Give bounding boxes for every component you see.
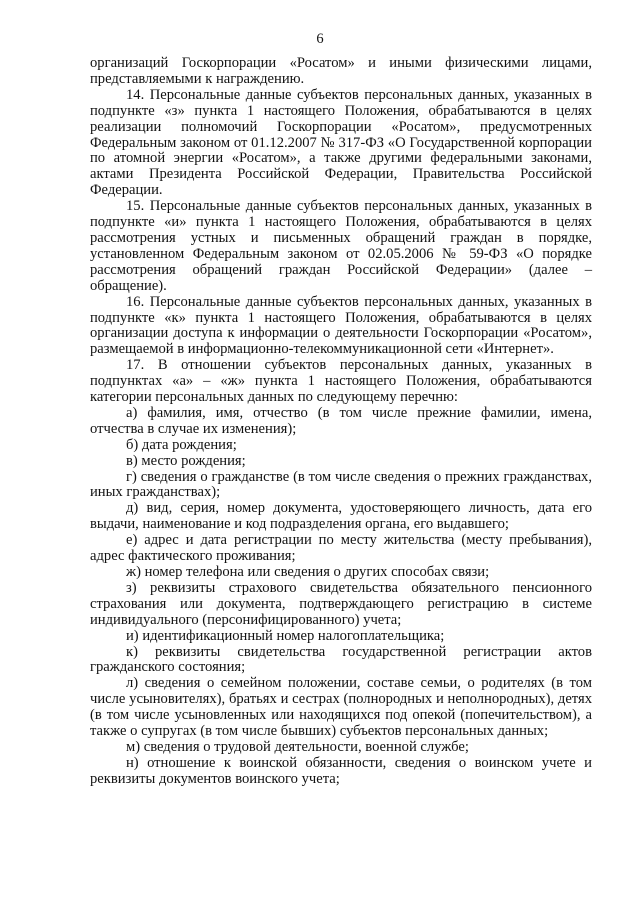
- paragraph-17: 17. В отношении субъектов персональных данных, указанных в подпунктах «а» – «ж» пункта 1 настоящего Положения, обрабатываются категории персональных данных по следующему перечню:: [90, 357, 592, 406]
- document-body: [90, 56, 592, 788]
- paragraph-16: 16. Персональные данные субъектов персональных данных, указанных в подпункте «к» пункта 1 настоящего Положения, обрабатываются в целях организации доступа к информации о деятельности Госкорпорации «Росатом», размещаемой в информационно-телекоммуникационной сети «Интернет».: [90, 293, 592, 358]
- list-item-l: л) сведения о семейном положении, составе семьи, о родителях (в том числе усыновителях), братьях и сестрах (полнородных и неполнородных), детях (в том числе усыновленных или находящихся под опекой (попечительством), а также о супругах (в том числе бывших) субъектов персональных данных;: [90, 675, 592, 740]
- list-item-n: н) отношение к воинской обязанности, сведения о воинском учете и реквизиты документов воинского учета;: [90, 754, 592, 787]
- paragraph-14: 14. Персональные данные субъектов персональных данных, указанных в подпункте «з» пункта 1 настоящего Положения, обрабатываются в целях реализации полномочий Госкорпорации «Росатом», предусмотренных Федеральным законом от 01.12.2007 № 317-ФЗ «О Государственной корпорации по атомной энергии «Росатом», а также другими федеральными законами, актами Президента Российской Федерации, Правительства Российской Федерации.: [90, 86, 592, 199]
- list-item-d: д) вид, серия, номер документа, удостоверяющего личность, дата его выдачи, наименование и код подразделения органа, его выдавшего;: [90, 500, 592, 533]
- list-item-v: в) место рождения;: [126, 452, 246, 469]
- list-item-i: и) идентификационный номер налогоплательщика;: [126, 627, 445, 644]
- list-item-g: г) сведения о гражданстве (в том числе сведения о прежних гражданствах, иных гражданствах);: [90, 468, 592, 501]
- list-item-z: з) реквизиты страхового свидетельства обязательного пенсионного страхования или документа, подтверждающего регистрацию в системе индивидуального (персонифицированного) учета;: [90, 579, 592, 628]
- list-item-a: а) фамилия, имя, отчество (в том числе прежние фамилии, имена, отчества в случае их изменения);: [90, 404, 592, 437]
- list-item-e: е) адрес и дата регистрации по месту жительства (месту пребывания), адрес фактического проживания;: [90, 532, 592, 565]
- paragraph-continuation: организаций Госкорпорации «Росатом» и иными физическими лицами, представляемыми к награждению.: [90, 55, 592, 87]
- list-item-zh: ж) номер телефона или сведения о других способах связи;: [126, 564, 490, 580]
- paragraph-15: 15. Персональные данные субъектов персональных данных, указанных в подпункте «и» пункта 1 настоящего Положения, обрабатываются в целях рассмотрения устных и письменных обращений граждан в порядке, установленном Федеральным законом от 02.05.2006 № 59-ФЗ «О порядке рассмотрения обращений граждан Российской Федерации» (далее – обращение).: [90, 198, 592, 294]
- page-number: 6: [316, 31, 324, 47]
- list-item-m: м) сведения о трудовой деятельности, военной службе;: [126, 738, 469, 755]
- list-item-b: б) дата рождения;: [126, 436, 237, 453]
- list-item-k: к) реквизиты свидетельства государственной регистрации актов гражданского состояния;: [90, 643, 592, 676]
